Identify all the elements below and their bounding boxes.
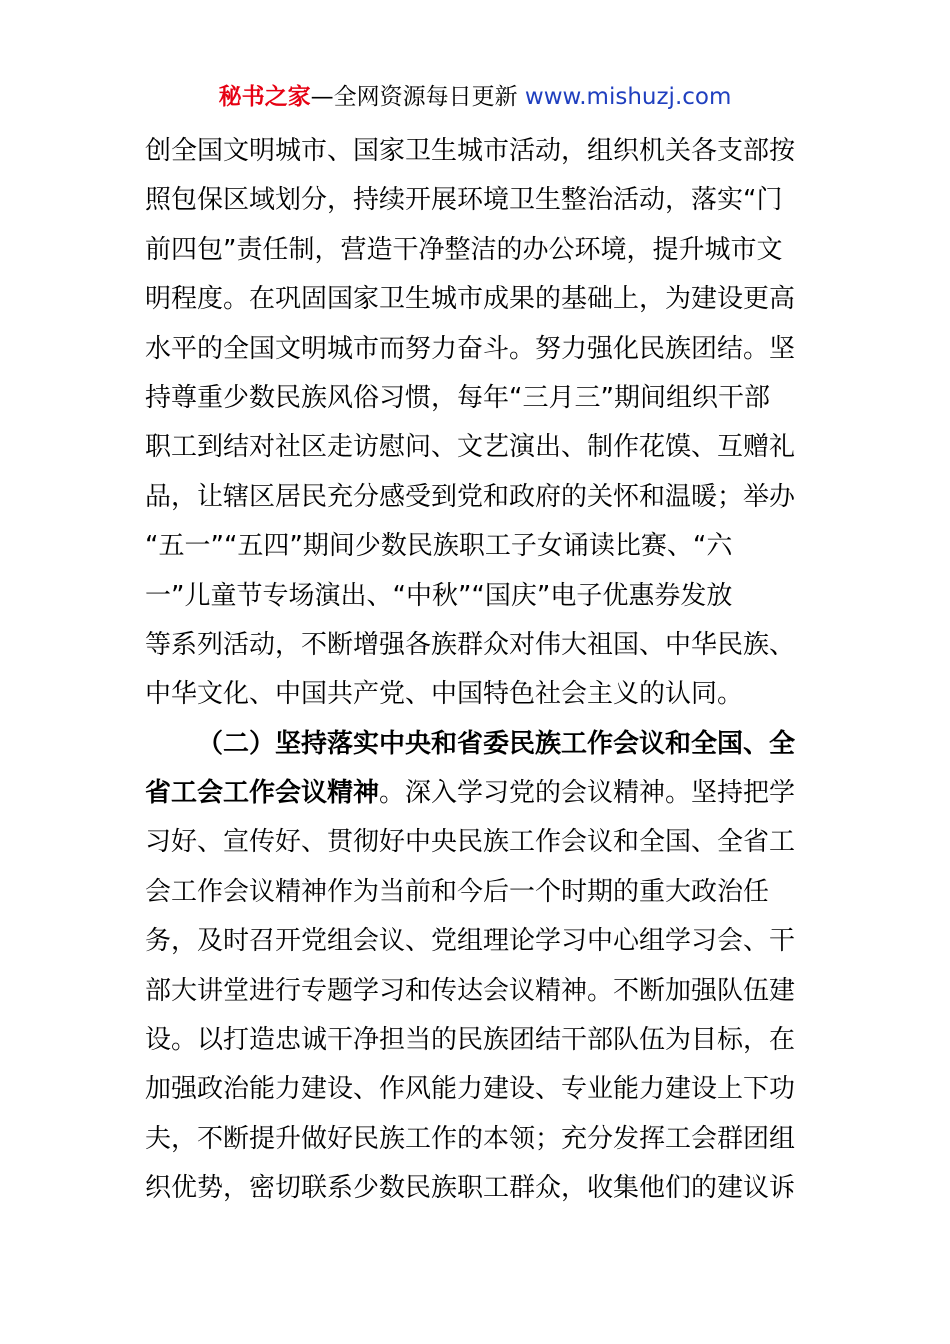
text-line: 一”儿童节专场演出、“中秋”“国庆”电子优惠券发放 xyxy=(145,580,733,611)
text-line: 前四包”责任制，营造干净整洁的办公环境，提升城市文 xyxy=(145,234,783,265)
site-url[interactable]: www.mishuzj.com xyxy=(524,84,732,110)
text-line: 创全国文明城市、国家卫生城市活动，组织机关各支部按 xyxy=(145,136,796,166)
section-heading-bold: 省工会工作会议精神 xyxy=(145,778,380,809)
text-line: 习好、宣传好、贯彻好中央民族工作会议和全国、全省工 xyxy=(145,827,796,858)
text-line: 设。以打造忠诚干净担当的民族团结干部队伍为目标，在 xyxy=(145,1025,796,1056)
text-line: 照包保区域划分，持续开展环境卫生整治活动，落实“门 xyxy=(145,185,783,216)
text-line: 织优势，密切联系少数民族职工群众，收集他们的建议诉 xyxy=(145,1173,796,1204)
text-line: 持尊重少数民族风俗习惯，每年“三月三”期间组织干部 xyxy=(145,382,770,413)
text-line: 明程度。在巩固国家卫生城市成果的基础上，为建设更高 xyxy=(145,284,796,315)
section-heading-rest: 。深入学习党的会议精神。坚持把学 xyxy=(379,778,796,809)
text-line: 品，让辖区居民充分感受到党和政府的关怀和温暖；举办 xyxy=(145,481,796,512)
text-line: “五一”“五四”期间少数民族职工子女诵读比赛、“六 xyxy=(145,531,733,562)
text-line: 加强政治能力建设、作风能力建设、专业能力建设上下功 xyxy=(145,1074,796,1105)
header-tagline: —全网资源每日更新 xyxy=(310,84,525,110)
text-line: 等系列活动，不断增强各族群众对伟大祖国、中华民族、 xyxy=(145,629,796,660)
text-line: 务，及时召开党组会议、党组理论学习中心组学习会、干 xyxy=(145,926,796,957)
section-heading-continuation xyxy=(145,769,807,818)
text-line: 水平的全国文明城市而努力奋斗。努力强化民族团结。坚 xyxy=(145,333,796,364)
text-line: 会工作会议精神作为当前和今后一个时期的重大政治任 xyxy=(145,876,770,907)
page-header xyxy=(0,80,950,114)
text-line: 中华文化、中国共产党、中国特色社会主义的认同。 xyxy=(145,679,744,710)
brand-name: 秘书之家 xyxy=(218,84,311,110)
section-heading: （二）坚持落实中央和省委民族工作会议和全国、全 xyxy=(197,728,796,759)
text-line: 夫，不断提升做好民族工作的本领；充分发挥工会群团组 xyxy=(145,1123,796,1154)
document-body xyxy=(145,127,807,1214)
text-line: 部大讲堂进行专题学习和传达会议精神。不断加强队伍建 xyxy=(145,975,796,1006)
text-line: 职工到结对社区走访慰问、文艺演出、制作花馍、互赠礼 xyxy=(145,432,796,463)
